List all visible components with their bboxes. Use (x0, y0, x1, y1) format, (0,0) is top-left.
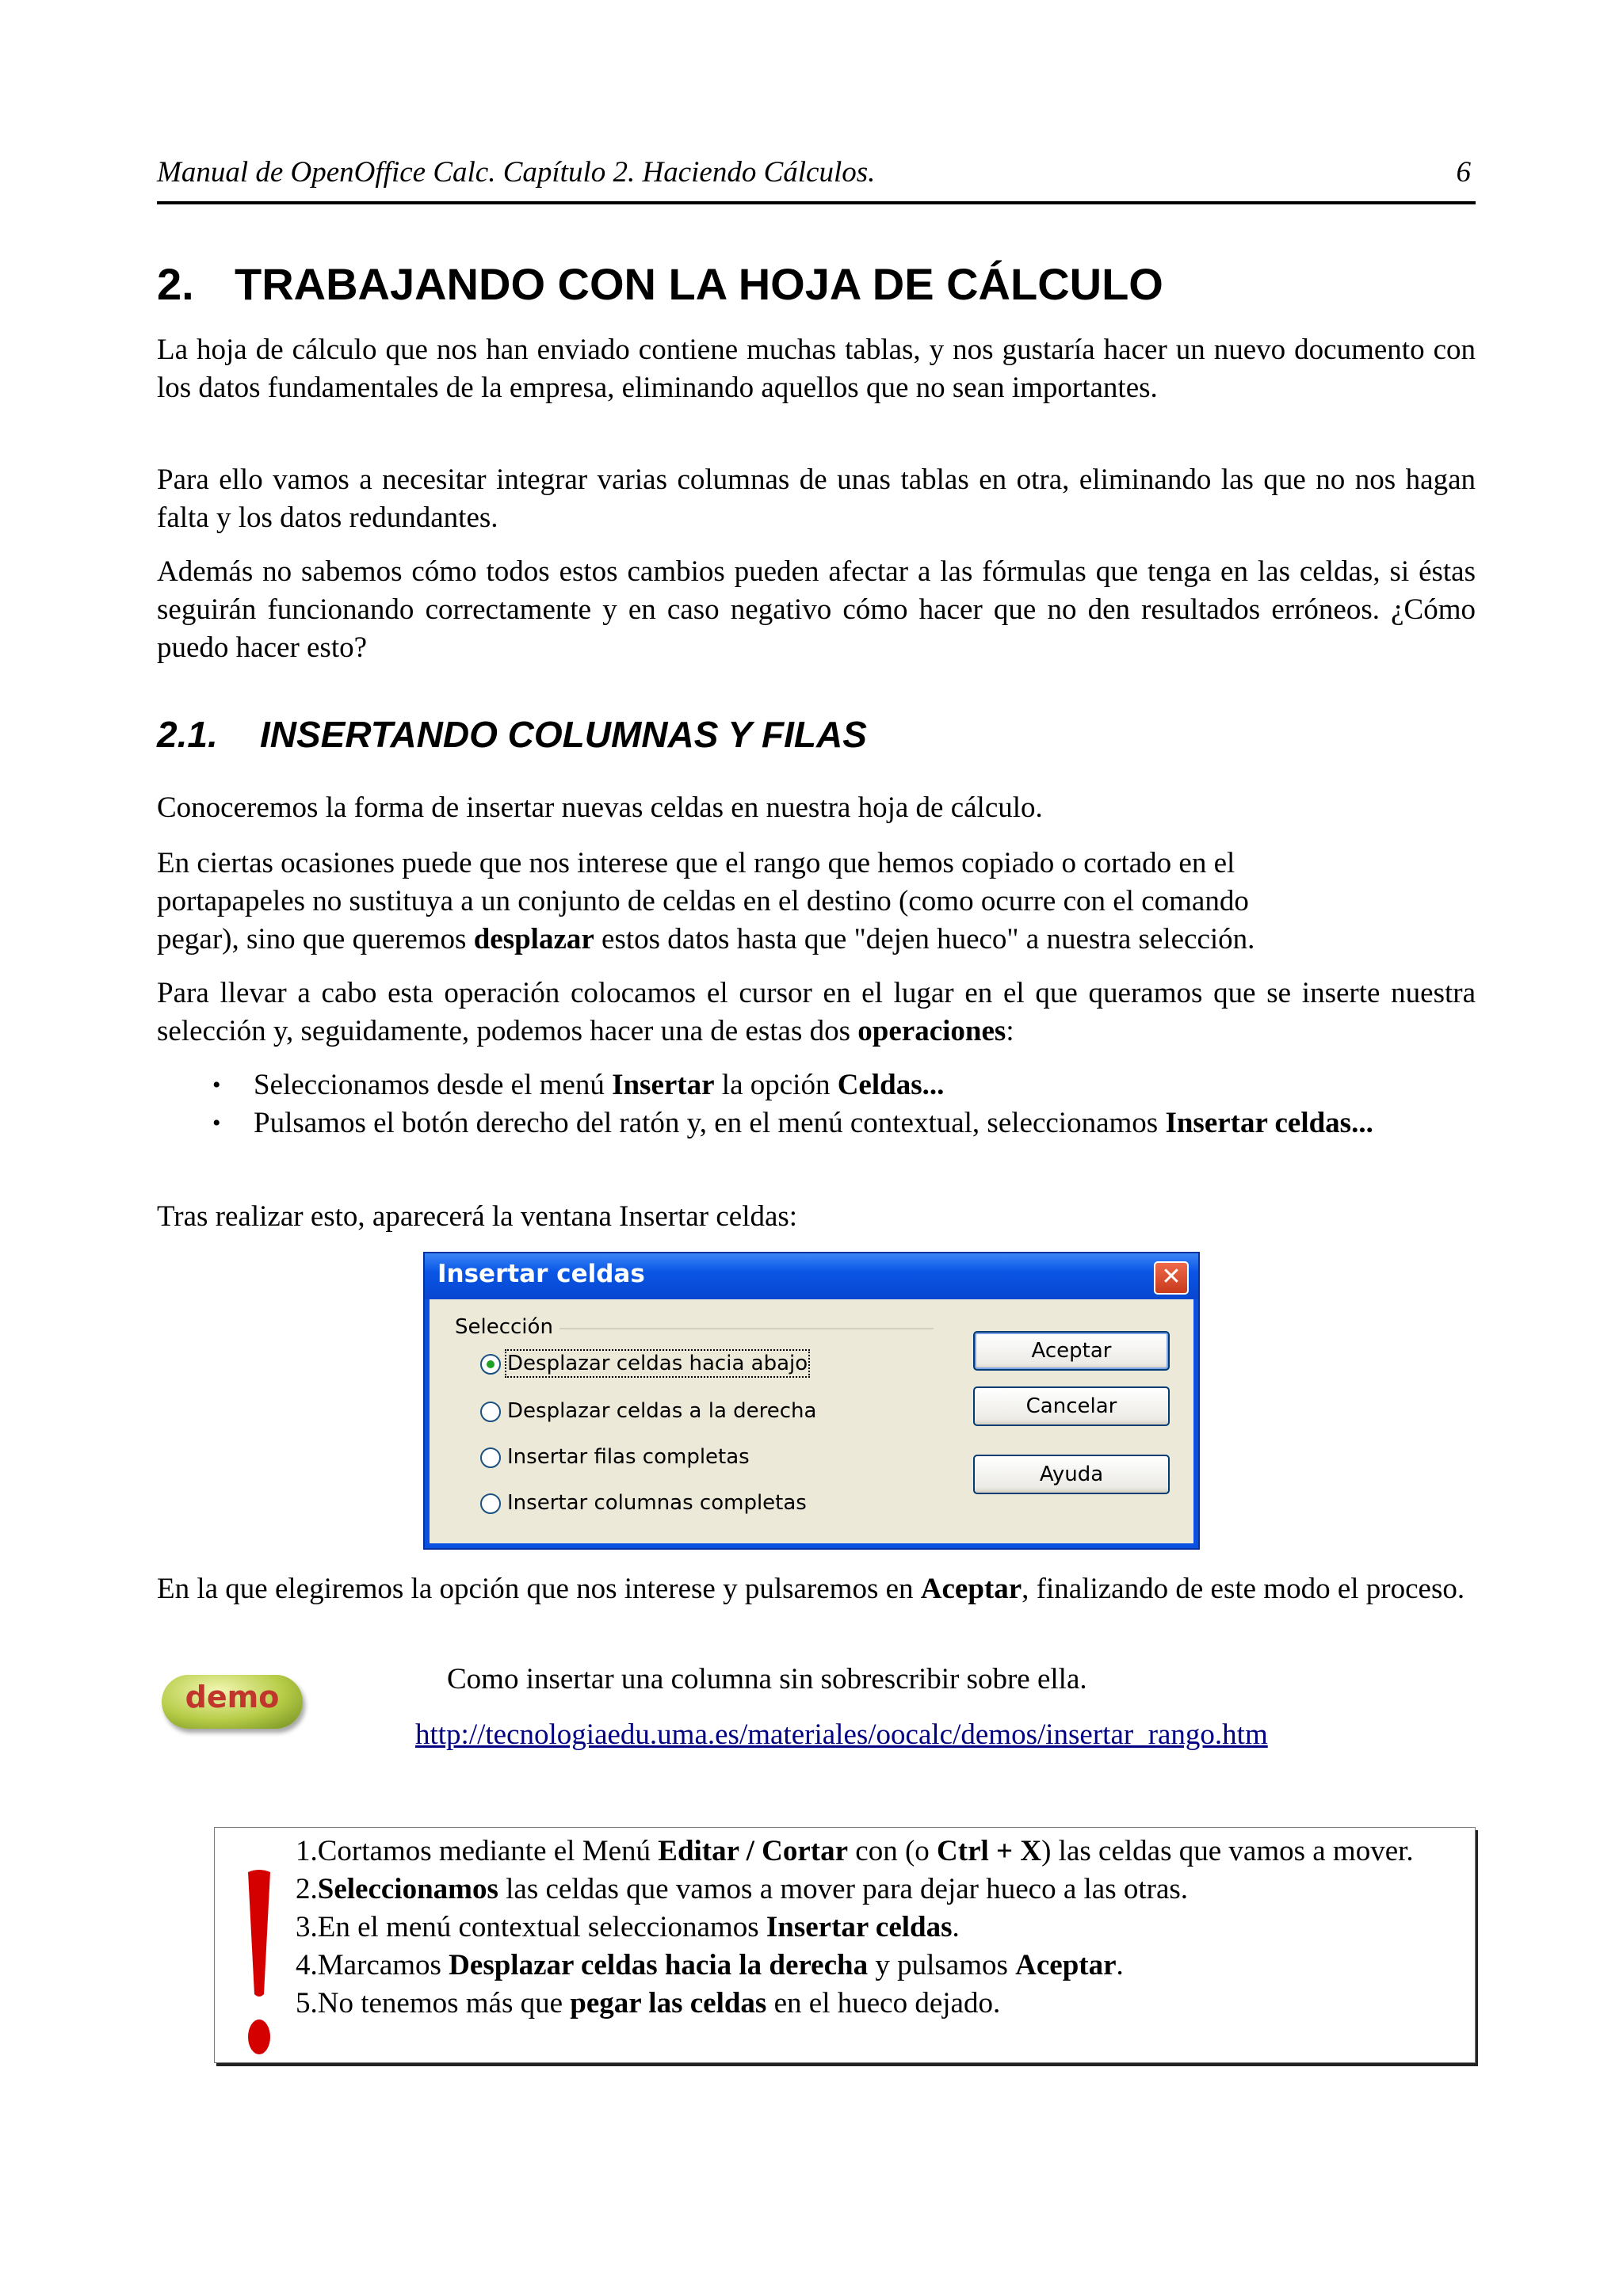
bullet-item (157, 1066, 1476, 1104)
ok-button[interactable]: Aceptar (973, 1331, 1170, 1371)
bullet-dot: • (212, 1072, 221, 1098)
running-header (157, 155, 1476, 204)
text-line: portapapeles no sustituya a un conjunto de celdas en el destino (como ocurre con el comando (157, 885, 1249, 917)
text-run: : (1006, 1015, 1014, 1047)
bold-run: Aceptar (920, 1573, 1022, 1605)
bold-run: pegar las celdas (570, 1987, 767, 2019)
bold-run: Insertar celdas (766, 1911, 953, 1943)
section-title: TRABAJANDO CON LA HOJA DE CÁLCULO (235, 259, 1163, 309)
paragraph (157, 1570, 1476, 1608)
header-title: Manual de OpenOffice Calc. Capítulo 2. Haciendo Cálculos. (157, 156, 876, 189)
text-run: 4.Marcamos (296, 1949, 449, 1981)
option-shift-down[interactable] (480, 1352, 808, 1375)
text-run: pegar), sino que queremos (157, 923, 474, 955)
demo-icon[interactable] (162, 1675, 303, 1729)
radio-icon[interactable] (480, 1402, 501, 1422)
option-label: Desplazar celdas hacia abajo (507, 1352, 808, 1375)
option-label: Insertar filas completas (507, 1445, 750, 1469)
text-run: , finalizando de este modo el proceso. (1022, 1573, 1465, 1605)
option-insert-rows[interactable] (480, 1445, 750, 1469)
bold-run: Aceptar (1015, 1949, 1117, 1981)
paragraph (157, 845, 1476, 959)
bullet-list (157, 1066, 1476, 1142)
bold-run: operaciones (857, 1015, 1006, 1047)
demo-label: demo (185, 1680, 280, 1714)
subsection-number: 2.1. (157, 714, 218, 755)
text-line (157, 921, 1476, 959)
text-run: . (1116, 1949, 1124, 1981)
text-run: 5.No tenemos más que (296, 1987, 571, 2019)
bold-run: Ctrl + X (937, 1835, 1042, 1867)
option-insert-columns[interactable] (480, 1491, 807, 1515)
section-number: 2. (157, 259, 194, 309)
text-run: Seleccionamos desde el menú (254, 1069, 613, 1101)
insert-cells-dialog (423, 1252, 1200, 1550)
exclamation-icon (243, 1867, 275, 2058)
option-label: Insertar columnas completas (507, 1491, 807, 1515)
bold-run: Insertar celdas... (1165, 1107, 1373, 1139)
subsection-heading (157, 713, 1476, 756)
paragraph: La hoja de cálculo que nos han enviado contiene muchas tablas, y nos gustaría hacer un nuevo documento con los datos fundamentales de la empresa, eliminando aquellos que no sean importantes. (157, 334, 1476, 404)
radio-icon[interactable] (480, 1493, 501, 1514)
paragraph: Tras realizar esto, aparecerá la ventana Insertar celdas: (157, 1200, 798, 1233)
text-run: Para llevar a cabo esta operación colocamos el cursor en el lugar en el que queramos que se inserte nuestra selección y, seguidamente, podemos hacer una de estas dos (157, 977, 1476, 1047)
text-run: estos datos hasta que "dejen hueco" a nuestra selección. (594, 923, 1255, 955)
dialog-body (430, 1299, 1193, 1543)
paragraph (157, 974, 1476, 1051)
step-1 (296, 1833, 1468, 1871)
radio-icon[interactable] (480, 1447, 501, 1468)
bold-run: desplazar (473, 923, 594, 955)
text-run: Pulsamos el botón derecho del ratón y, en el menú contextual, seleccionamos (254, 1107, 1166, 1139)
text-line: En ciertas ocasiones puede que nos interese que el rango que hemos copiado o cortado en el (157, 847, 1235, 879)
steps-note-box (214, 1827, 1476, 2063)
page-number: 6 (1456, 156, 1471, 189)
bold-run: Desplazar celdas hacia la derecha (449, 1949, 869, 1981)
text-run: y pulsamos (868, 1949, 1016, 1981)
bullet-dot: • (212, 1110, 221, 1136)
text-run: 2. (296, 1873, 318, 1905)
paragraph: Para ello vamos a necesitar integrar varias columnas de unas tablas en otra, eliminando las que no nos hagan falta y los datos redundantes. (157, 463, 1476, 534)
dialog-title: Insertar celdas (437, 1260, 645, 1288)
dialog-titlebar (425, 1253, 1198, 1299)
bold-run: Celdas... (837, 1069, 945, 1101)
section-heading (157, 258, 1476, 310)
option-label: Desplazar celdas a la derecha (507, 1399, 817, 1423)
option-shift-right[interactable] (480, 1399, 816, 1423)
demo-caption: Como insertar una columna sin sobrescribir sobre ella. (447, 1663, 1087, 1695)
group-label: Selección (455, 1315, 559, 1339)
text-run: En la que elegiremos la opción que nos interese y pulsaremos en (157, 1573, 921, 1605)
paragraph: Conoceremos la forma de insertar nuevas celdas en nuestra hoja de cálculo. (157, 791, 1043, 824)
text-run: 3.En el menú contextual seleccionamos (296, 1911, 766, 1943)
bold-run: Editar / Cortar (658, 1835, 849, 1867)
close-icon[interactable]: ✕ (1154, 1261, 1189, 1295)
bold-run: Seleccionamos (317, 1873, 498, 1905)
text-run: con (o (848, 1835, 938, 1867)
note-steps (296, 1833, 1468, 2023)
text-run: ) las celdas que vamos a mover. (1041, 1835, 1414, 1867)
text-run: en el hueco dejado. (766, 1987, 1001, 2019)
bullet-item (157, 1104, 1476, 1142)
text-run: 1.Cortamos mediante el Menú (296, 1835, 659, 1867)
help-button[interactable]: Ayuda (973, 1455, 1170, 1494)
step-2 (296, 1871, 1468, 1909)
paragraph: Además no sabemos cómo todos estos cambios pueden afectar a las fórmulas que tenga en las celdas, si éstas seguirán funcionando correctamente y en caso negativo cómo hacer que no den resultados erróneos. ¿Cómo puedo hacer esto? (157, 555, 1476, 664)
cancel-button[interactable]: Cancelar (973, 1386, 1170, 1426)
bold-run: Insertar (612, 1069, 715, 1101)
step-4 (296, 1947, 1468, 1985)
text-run: la opción (714, 1069, 838, 1101)
text-run: . (952, 1911, 960, 1943)
step-3 (296, 1909, 1468, 1947)
subsection-title: INSERTANDO COLUMNAS Y FILAS (260, 714, 867, 755)
demo-link[interactable]: http://tecnologiaedu.uma.es/materiales/oocalc/demos/insertar_rango.htm (415, 1718, 1268, 1751)
step-5 (296, 1985, 1468, 2023)
text-run: las celdas que vamos a mover para dejar hueco a las otras. (498, 1873, 1189, 1905)
radio-checked-icon[interactable] (480, 1354, 501, 1375)
